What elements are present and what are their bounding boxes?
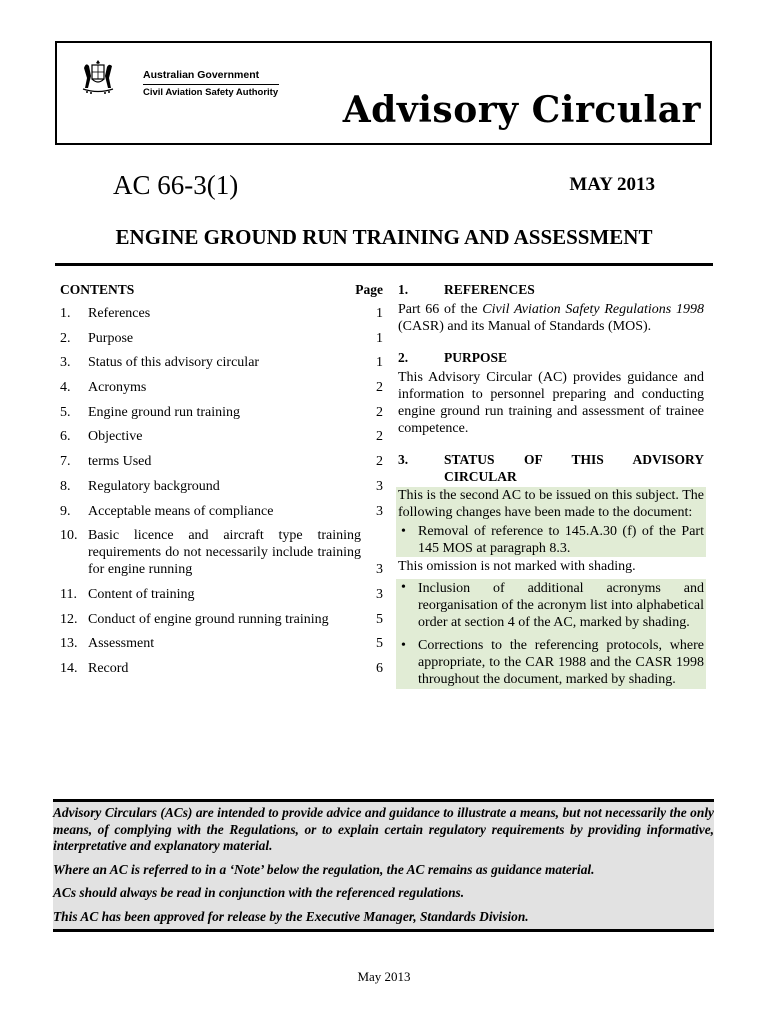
toc-entry-page: 5 <box>376 611 383 627</box>
toc-entry-page: 5 <box>376 636 383 652</box>
toc-entry[interactable] <box>60 453 383 470</box>
toc-entry-page: 2 <box>376 404 383 420</box>
toc-entry-label: References <box>88 306 151 321</box>
document-title: ENGINE GROUND RUN TRAINING AND ASSESSMENT <box>115 225 653 249</box>
toc-entry-label: Objective <box>88 429 143 445</box>
disclaimer-paragraph: Advisory Circulars (ACs) are intended to provide advice and guidance to illustrate a means, but not necessarily the only means, of complying with the Regulations, or to explain certain regulatory requirements by providing informative, interpretative and explanatory material. <box>53 805 714 853</box>
toc-entry-label: Record <box>88 660 129 676</box>
toc-entry[interactable] <box>60 428 383 445</box>
toc-page-heading: Page <box>355 282 383 297</box>
toc-entry-page: 3 <box>376 586 383 602</box>
toc-entry[interactable] <box>60 660 383 677</box>
toc-entry-page: 3 <box>376 478 383 494</box>
agency-name: Civil Aviation Safety Authority <box>143 87 279 98</box>
toc-entry-label: Acronyms <box>88 380 147 396</box>
references-text-end: (CASR) and its Manual of Standards (MOS). <box>398 319 652 334</box>
toc-entry[interactable] <box>60 635 383 652</box>
letterhead-divider <box>143 84 279 85</box>
toc-entry-label: Purpose <box>88 330 134 346</box>
toc-entry-page: 2 <box>376 380 383 396</box>
table-of-contents <box>60 281 383 685</box>
toc-entry-number: 11. <box>60 586 77 602</box>
change-bullet: • Removal of reference to 145.A.30 (f) of the Part 145 MOS at paragraph 8.3. <box>398 523 704 557</box>
section-number: 1. <box>398 282 409 297</box>
references-text: Part 66 of the <box>398 302 483 317</box>
toc-entry-label: Content of training <box>88 586 195 602</box>
shaded-change-block <box>396 487 706 557</box>
toc-entry-label: Basic licence and aircraft type training requirements do not necessarily include training for engine running <box>88 528 361 578</box>
toc-entry[interactable] <box>60 379 383 396</box>
section-title-line1: STATUS OF THIS ADVISORY <box>444 452 704 467</box>
toc-entry-number: 4. <box>60 380 71 396</box>
section-title-line2: CIRCULAR <box>444 469 517 484</box>
toc-entry-label: Acceptable means of compliance <box>88 503 274 519</box>
toc-entry-number: 5. <box>60 404 71 420</box>
toc-entry-number: 8. <box>60 478 71 494</box>
toc-entry-number: 1. <box>60 306 71 321</box>
body-column <box>398 281 704 689</box>
toc-entry-page: 2 <box>376 429 383 445</box>
toc-entry[interactable] <box>60 527 383 578</box>
toc-entry[interactable] <box>60 404 383 421</box>
toc-entry-page: 3 <box>376 562 383 578</box>
casr-title: Civil Aviation Safety Regulations 1998 <box>482 302 704 317</box>
toc-entry[interactable] <box>60 478 383 495</box>
section-heading-references <box>398 281 704 298</box>
toc-entry-label: Status of this advisory circular <box>88 355 260 371</box>
document-type-title: Advisory Circular <box>342 89 701 131</box>
issue-date: MAY 2013 <box>569 174 655 195</box>
toc-entry-number: 13. <box>60 636 78 652</box>
toc-entry-label: Assessment <box>88 636 155 652</box>
shaded-change-block <box>396 579 706 689</box>
toc-heading: CONTENTS <box>60 282 135 297</box>
section-heading-purpose <box>398 349 704 366</box>
toc-entry[interactable] <box>60 611 383 628</box>
section-title: REFERENCES <box>444 282 535 297</box>
toc-entry-page: 3 <box>376 503 383 519</box>
toc-entry-page: 1 <box>376 306 383 321</box>
toc-entry-number: 14. <box>60 660 78 676</box>
toc-entry-number: 12. <box>60 611 78 627</box>
toc-entry-label: Regulatory background <box>88 478 220 494</box>
toc-entry[interactable] <box>60 503 383 520</box>
toc-entry-page: 1 <box>376 330 383 346</box>
disclaimer-paragraph: This AC has been approved for release by the Executive Manager, Standards Division. <box>53 908 529 924</box>
toc-entry-number: 7. <box>60 454 71 470</box>
toc-entry-number: 3. <box>60 355 71 371</box>
toc-list <box>60 305 383 677</box>
references-paragraph <box>398 301 704 335</box>
toc-entry-label: Conduct of engine ground running training <box>88 611 329 627</box>
toc-entry-number: 10. <box>60 528 78 544</box>
toc-entry-number: 2. <box>60 330 71 346</box>
toc-entry-label: terms Used <box>88 454 152 470</box>
section-heading-status <box>398 451 704 485</box>
change-bullet: • Inclusion of additional acronyms and reorganisation of the acronym list into alphabetical order at section 4 of the AC, marked by shading. <box>398 579 704 631</box>
change-bullet: • Corrections to the referencing protocols, where appropriate, to the CAR 1988 and the CASR 1998 throughout the document, marked by shading. <box>398 637 704 689</box>
toc-entry[interactable] <box>60 354 383 371</box>
commonwealth-coat-of-arms-icon <box>81 58 115 96</box>
toc-entry-number: 6. <box>60 429 71 445</box>
disclaimer-paragraph: Where an AC is referred to in a ‘Note’ below the regulation, the AC remains as guidance material. <box>53 861 595 877</box>
toc-entry[interactable] <box>60 330 383 347</box>
status-intro: This is the second AC to be issued on this subject. The following changes have been made to the document: <box>398 488 704 520</box>
letterhead-box <box>55 41 712 145</box>
toc-entry-page: 2 <box>376 454 383 470</box>
toc-header <box>60 281 383 298</box>
government-name: Australian Government <box>143 69 260 81</box>
toc-entry-page: 6 <box>376 660 383 676</box>
status-note: This omission is not marked with shading. <box>398 559 636 574</box>
toc-entry-label: Engine ground run training <box>88 404 241 420</box>
toc-entry[interactable] <box>60 305 383 322</box>
disclaimer-paragraph: ACs should always be read in conjunction with the referenced regulations. <box>53 885 465 900</box>
purpose-paragraph: This Advisory Circular (AC) provides guidance and information to personnel preparing and conducting engine ground run training and assessment of trainee competence. <box>398 370 704 436</box>
section-number: 2. <box>398 350 409 365</box>
title-divider <box>55 263 713 266</box>
section-title: PURPOSE <box>444 350 508 365</box>
disclaimer-box <box>53 799 714 932</box>
page-footer: May 2013 <box>357 969 411 984</box>
toc-entry-page: 1 <box>376 355 383 371</box>
toc-entry[interactable] <box>60 586 383 603</box>
toc-entry-number: 9. <box>60 503 71 519</box>
section-number: 3. <box>398 452 409 467</box>
ac-number: AC 66-3(1) <box>113 170 239 200</box>
